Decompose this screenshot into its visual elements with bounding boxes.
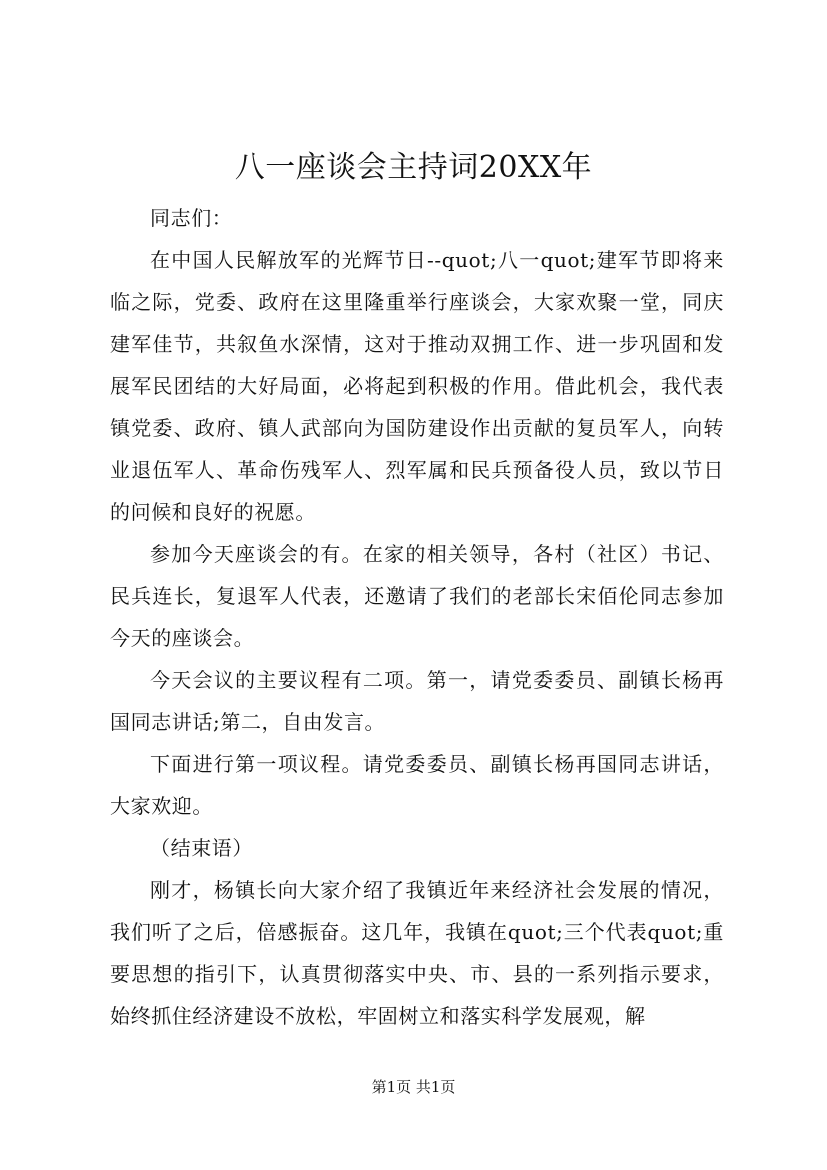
page-footer: 第1页 共1页 xyxy=(371,1078,456,1096)
paragraph-agenda: 今天会议的主要议程有二项。第一，请党委委员、副镇长杨再国同志讲话;第二，自由发言。 xyxy=(110,668,724,734)
document-title: 八一座谈会主持词20XX年 xyxy=(234,150,593,185)
paragraph-attendees: 参加今天座谈会的有。在家的相关领导，各村（社区）书记、民兵连长，复退军人代表，还邀请了我们的老部长宋佰伦同志参加今天的座谈会。 xyxy=(110,542,724,650)
paragraph-closing-remarks: 刚才，杨镇长向大家介绍了我镇近年来经济社会发展的情况，我们听了之后，倍感振奋。这几年，我镇在quot;三个代表quot;重要思想的指引下，认真贯彻落实中央、市、县的一系列指示要求，始终抓住经济建设不放松，牢固树立和落实科学发展观，解 xyxy=(110,878,724,1028)
paragraph-opening: 在中国人民解放军的光辉节日--quot;八一quot;建军节即将来临之际，党委、政府在这里隆重举行座谈会，大家欢聚一堂，同庆建军佳节，共叙鱼水深情，这对于推动双拥工作、进一步巩固和发展军民团结的大好局面，必将起到积极的作用。借此机会，我代表镇党委、政府、镇人武部向为国防建设作出贡献的复员军人，向转业退伍军人、革命伤残军人、烈军属和民兵预备役人员，致以节日的问候和良好的祝愿。 xyxy=(110,248,724,524)
document-body xyxy=(110,197,724,1037)
paragraph-greeting: 同志们： xyxy=(150,206,233,230)
paragraph-closing-heading: （结束语） xyxy=(150,836,253,860)
paragraph-first-item: 下面进行第一项议程。请党委委员、副镇长杨再国同志讲话，大家欢迎。 xyxy=(110,752,724,818)
